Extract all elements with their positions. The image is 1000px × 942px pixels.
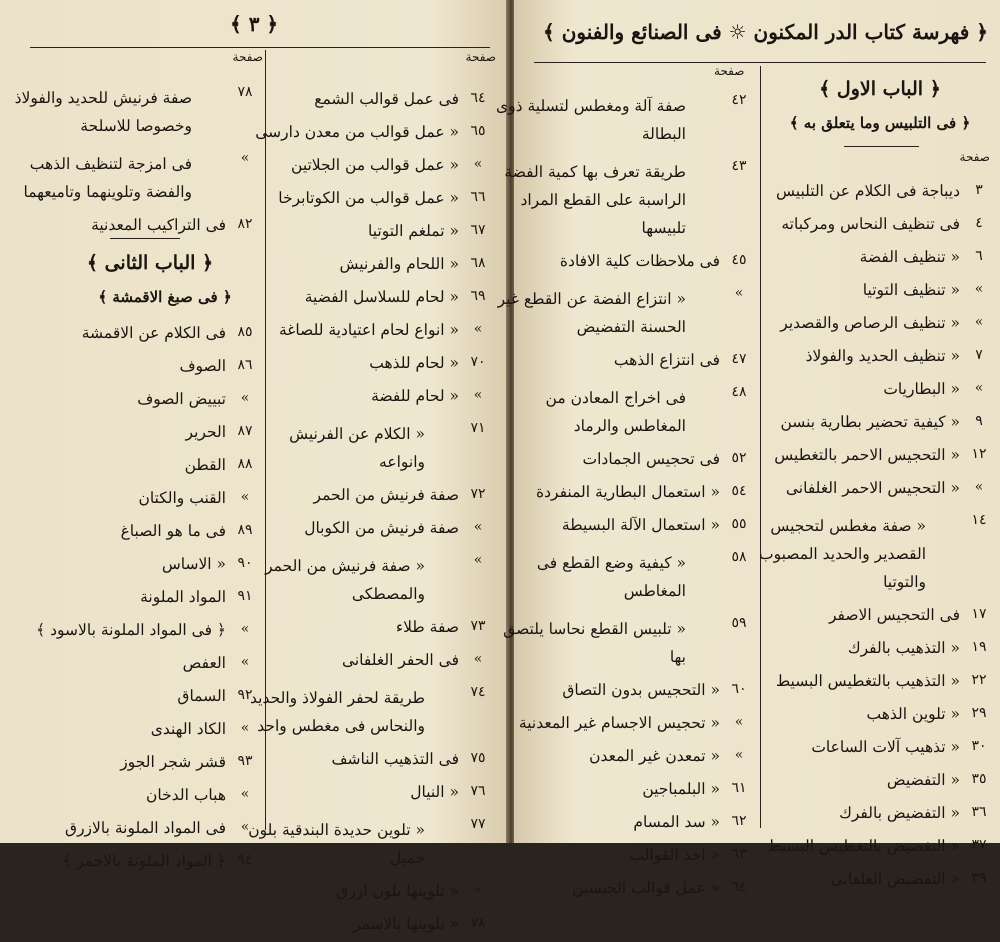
toc-page-number: ٦٤: [470, 90, 486, 106]
toc-entry: [524, 444, 754, 477]
chapter-one-title: ﴿ الباب الاول ﴾: [819, 78, 941, 100]
toc-page-number: ٦: [975, 248, 983, 264]
toc-page-number: ٤٨: [731, 384, 747, 400]
toc-entry-title: « عمل قوالب من الكوتابرخا: [278, 189, 459, 207]
toc-entry: [255, 117, 493, 150]
toc-column-outer-bottom: [20, 318, 260, 879]
toc-entry-title: فى الكلام عن الاقمشة: [81, 324, 226, 342]
toc-page-number: ٥٢: [731, 450, 747, 466]
toc-column-inner: [496, 86, 754, 906]
toc-entry: [524, 807, 754, 840]
toc-entry-title: الحرير: [185, 423, 226, 441]
toc-page-number: ٥٩: [731, 615, 747, 631]
toc-page-number: ٩٣: [237, 753, 253, 769]
toc-entry-title: « تنظيف الفضة: [859, 248, 960, 266]
toc-entry-title: « عمل قوالب من الجلاتين: [291, 156, 459, 174]
toc-entry-title: صفة فرنيش من الحمر: [313, 486, 459, 504]
toc-entry: [524, 675, 754, 708]
toc-page-number: ٣٦: [971, 804, 987, 820]
toc-page-number: »: [240, 390, 250, 406]
toc-entry: [20, 144, 260, 210]
index-title-header: ﴿ فهرسة كتاب الدر المكنون ☼ فى الصنائع والفنون ﴾: [543, 20, 988, 44]
toc-page-number: ٤: [975, 215, 983, 231]
toc-entry-title: فى التذهيب الناشف: [331, 750, 459, 768]
toc-page-number: ٩: [975, 413, 983, 429]
toc-entry: [20, 846, 260, 879]
toc-page-number: ٣٧: [971, 837, 987, 853]
toc-page-number: »: [473, 552, 483, 568]
toc-entry: [524, 840, 754, 873]
toc-entry-title: فى انتزاع الذهب: [613, 351, 720, 369]
toc-entry: [20, 615, 260, 648]
toc-entry-title: « لحام للذهب: [369, 354, 459, 372]
toc-entry-title: « الكلام عن الفرنيش وانواعه: [289, 425, 425, 471]
toc-entry-title: « التفضيض بالفرك: [839, 804, 960, 822]
chapter-separator: [110, 238, 180, 239]
toc-entry: [524, 477, 754, 510]
toc-entry: [275, 150, 493, 183]
toc-entry-title: « تلبيس القطع نحاسا يلتصق بها: [503, 620, 686, 666]
toc-page-number: ٦٩: [470, 288, 486, 304]
toc-page-number: »: [734, 714, 744, 730]
toc-entry-title: ﴿ فى المواد الملونة بالاسود ﴾: [36, 621, 226, 639]
toc-page-number: ٢٩: [971, 705, 987, 721]
toc-entry-title: « لحام للسلاسل الفضية: [304, 288, 459, 306]
toc-entry-title: العفص: [182, 654, 226, 672]
toc-page-number: ٦٣: [731, 846, 747, 862]
toc-page-number: ٩٤: [237, 852, 253, 868]
toc-entry: [275, 876, 493, 909]
toc-entry-title: « الاساس: [161, 555, 226, 573]
toc-page-number: ٩٢: [237, 687, 253, 703]
toc-page-number: ٤٢: [731, 92, 747, 108]
toc-entry: [20, 813, 260, 846]
toc-entry: [766, 242, 994, 275]
toc-entry: [766, 864, 994, 897]
toc-page-number: ٧٧: [470, 816, 486, 832]
toc-page-number: ٨٦: [237, 357, 253, 373]
toc-entry-title: الصوف: [179, 357, 226, 375]
toc-page-number: ٧: [975, 347, 983, 363]
toc-entry: [248, 810, 493, 876]
toc-entry: [20, 351, 260, 384]
toc-entry-title: « تنظيف الرصاص والقصدير: [780, 314, 960, 332]
toc-page-number: ٤٥: [731, 252, 747, 268]
toc-page-number: »: [240, 786, 250, 802]
page-number-header: ﴿ ٣ ﴾: [230, 12, 279, 36]
toc-entry-title: طريقة لحفر الفولاذ والحديد والنحاس فى مغطس واحد: [250, 689, 425, 735]
toc-page-number: ١٧: [971, 606, 987, 622]
toc-entry-title: صفة فرنيش من الكوبال: [304, 519, 459, 537]
toc-entry-title: فى التراكيب المعدنية: [91, 216, 226, 234]
chapter-two-subtitle: ﴿ فى صبغ الاقمشة ﴾: [98, 288, 232, 306]
toc-entry-title: السماق: [177, 687, 226, 705]
toc-entry-title: « التحجيس الاحمر الغلفانى: [785, 479, 960, 497]
toc-entry: [766, 440, 994, 473]
toc-page-number: ٤٧: [731, 351, 747, 367]
toc-entry-title: « تذهيب آلات الساعات: [811, 738, 960, 756]
toc-page-number: ٣: [975, 182, 983, 198]
toc-entry: [275, 909, 493, 942]
toc-entry-title: فى تنظيف النحاس ومركباته: [781, 215, 960, 233]
toc-entry: [275, 777, 493, 810]
toc-column-inner: [248, 84, 493, 942]
toc-entry-title: « استعمال البطارية المنفردة: [536, 483, 720, 501]
toc-entry: [20, 384, 260, 417]
toc-entry: [766, 765, 994, 798]
toc-page-number: »: [473, 387, 483, 403]
toc-page-number: »: [240, 819, 250, 835]
toc-entry-title: القطن: [184, 456, 226, 474]
toc-column-outer: [759, 176, 994, 897]
toc-entry: [496, 86, 754, 152]
toc-page-number: ٣٩: [971, 870, 987, 886]
toc-page-number: ٧٢: [470, 486, 486, 502]
toc-entry: [766, 732, 994, 765]
toc-page-number: ٥٤: [731, 483, 747, 499]
toc-page-number: ٨٢: [237, 216, 253, 232]
toc-entry: [250, 678, 493, 744]
toc-page-number: »: [240, 621, 250, 637]
toc-entry: [524, 246, 754, 279]
toc-page-number: ٩٠: [237, 555, 253, 571]
toc-entry-title: « التحجيس الاحمر بالتغطيس: [774, 446, 960, 464]
toc-column-outer-top: [14, 78, 260, 243]
toc-entry: [524, 543, 754, 609]
right-page: [496, 0, 1000, 897]
toc-entry: [275, 183, 493, 216]
toc-entry: [275, 744, 493, 777]
toc-entry-title: « التفضيض بالتغطيس البسيط: [767, 837, 960, 855]
toc-entry-title: « البطاريات: [883, 380, 960, 398]
toc-page-number: »: [240, 150, 250, 166]
toc-entry: [20, 318, 260, 351]
header-rule: [534, 62, 986, 63]
toc-entry-title: « تنظيف الحديد والفولاذ: [805, 347, 960, 365]
toc-page-number: ٧١: [470, 420, 486, 436]
toc-entry-title: فى التحجيس الاصفر: [828, 606, 960, 624]
toc-entry-title: « كيفية تحضير بطارية بنسن: [780, 413, 960, 431]
toc-entry-title: ديباجة فى الكلام عن التلبيس: [776, 182, 960, 200]
toc-page-number: ٧٨: [470, 915, 486, 931]
toc-page-number: »: [473, 321, 483, 337]
toc-page-number: »: [240, 654, 250, 670]
toc-entry: [766, 831, 994, 864]
toc-page-number: ٢٢: [971, 672, 987, 688]
toc-entry: [14, 78, 260, 144]
toc-entry-title: « اللحام والفرنيش: [339, 255, 459, 273]
toc-entry-title: « تمعدن غير المعدن: [589, 747, 720, 765]
toc-page-number: ٥٥: [731, 516, 747, 532]
toc-entry: [275, 282, 493, 315]
toc-page-number: »: [473, 882, 483, 898]
toc-entry: [275, 348, 493, 381]
toc-page-number: ٤٣: [731, 158, 747, 174]
toc-page-number: ٣٥: [971, 771, 987, 787]
toc-entry-title: « النيال: [410, 783, 459, 801]
toc-page-number: ١٢: [971, 446, 987, 462]
toc-page-number: »: [734, 747, 744, 763]
toc-entry: [20, 648, 260, 681]
toc-page-number: ٦٦: [470, 189, 486, 205]
toc-page-number: ٦٧: [470, 222, 486, 238]
toc-entry-title: « صفة فرنيش من الحمر والمصطكى: [265, 557, 425, 603]
chapter-one-subtitle: ﴿ فى التلبيس وما يتعلق به ﴾: [789, 114, 971, 132]
toc-entry-title: « عمل قوالب من معدن دارسى: [255, 123, 459, 141]
toc-entry: [20, 780, 260, 813]
toc-entry: [20, 483, 260, 516]
toc-entry: [524, 774, 754, 807]
toc-entry: [20, 714, 260, 747]
toc-page-number: »: [974, 281, 984, 297]
toc-page-number: ٦٠: [731, 681, 747, 697]
toc-entry: [518, 708, 754, 741]
toc-entry: [275, 216, 493, 249]
toc-entry-title: « التحجيس بدون التصاق: [562, 681, 720, 699]
toc-entry: [766, 473, 994, 506]
toc-page-number: ٦٥: [470, 123, 486, 139]
toc-page-number: ٧٠: [470, 354, 486, 370]
toc-entry: [766, 798, 994, 831]
toc-page-number: »: [473, 156, 483, 172]
toc-page-number: »: [734, 285, 744, 301]
toc-entry: [275, 513, 493, 546]
toc-entry: [504, 152, 754, 246]
header-rule: [30, 47, 490, 48]
toc-page-number: »: [974, 479, 984, 495]
toc-entry-title: « استعمال الآلة البسيطة: [561, 516, 720, 534]
toc-entry-title: فى امزجة لتنظيف الذهب والفضة وتلوينهما وتاميعهما: [23, 155, 192, 201]
toc-entry-title: « تلوين الذهب: [866, 705, 960, 723]
toc-entry: [265, 546, 493, 612]
toc-page-number: ٨٨: [237, 456, 253, 472]
toc-entry-title: « اخذ القوالب: [629, 846, 720, 864]
toc-entry: [20, 681, 260, 714]
toc-entry: [524, 510, 754, 543]
toc-page-number: ٦٤: [731, 879, 747, 895]
toc-entry-title: فى ما هو الصباغ: [120, 522, 226, 540]
toc-entry: [524, 741, 754, 774]
toc-page-number: ٨٩: [237, 522, 253, 538]
toc-page-number: ٥٨: [731, 549, 747, 565]
toc-entry-title: « انواع لحام اعتيادية للصاغة: [278, 321, 459, 339]
toc-entry-title: المواد الملونة: [140, 588, 226, 606]
toc-entry-title: « تحجيس الاجسام غير المعدنية: [518, 714, 720, 732]
toc-entry-title: « تنظيف التوتيا: [862, 281, 960, 299]
sahifa-label-inner: صفحة: [714, 64, 745, 78]
toc-page-number: ٦١: [731, 780, 747, 796]
toc-page-number: »: [974, 314, 984, 330]
toc-page-number: ٩١: [237, 588, 253, 604]
toc-page-number: ٨٥: [237, 324, 253, 340]
toc-page-number: ٦٢: [731, 813, 747, 829]
toc-page-number: »: [974, 380, 984, 396]
toc-page-number: »: [473, 519, 483, 535]
toc-page-number: ١٩: [971, 639, 987, 655]
sahifa-label-inner: صفحة: [465, 50, 496, 64]
toc-entry-title: فى الحفر الغلفانى: [341, 651, 459, 669]
toc-entry: [766, 407, 994, 440]
toc-entry: [524, 873, 754, 906]
toc-page-number: ٧٣: [470, 618, 486, 634]
toc-entry-title: « تلوينها بلون ازرق: [336, 882, 459, 900]
toc-entry-title: فى ملاحظات كلية الافادة: [559, 252, 720, 270]
toc-entry: [20, 549, 260, 582]
toc-entry: [766, 666, 994, 699]
toc-entry-title: القنب والكتان: [138, 489, 226, 507]
toc-entry: [20, 516, 260, 549]
toc-entry: [766, 699, 994, 732]
toc-entry-title: « سد المسام: [633, 813, 720, 831]
toc-entry: [766, 209, 994, 242]
toc-entry: [20, 582, 260, 615]
chapter-separator: [844, 146, 919, 147]
toc-entry-title: « البلمباجين: [642, 780, 720, 798]
toc-page-number: »: [240, 489, 250, 505]
toc-page-number: ٨٧: [237, 423, 253, 439]
toc-entry: [275, 249, 493, 282]
chapter-two-title: ﴿ الباب الثانى ﴾: [86, 252, 214, 274]
toc-entry-title: « التفضيض الغلفانى: [830, 870, 960, 888]
toc-entry: [20, 747, 260, 780]
toc-entry-title: « تلوينها بالاسمر: [352, 915, 459, 933]
toc-entry-title: « التفضيض: [886, 771, 960, 789]
toc-entry: [524, 345, 754, 378]
toc-entry-title: صفة آلة ومغطس لتسلية ذوى البطالة: [496, 97, 686, 143]
toc-entry-title: صفة فرنيش للحديد والفولاذ وخصوصا للاسلحة: [14, 89, 192, 135]
column-divider: [760, 66, 761, 828]
toc-entry-title: « لحام للفضة: [371, 387, 459, 405]
toc-entry-title: ﴿ المواد الملونة بالاحمر ﴾: [62, 852, 226, 870]
toc-entry: [766, 341, 994, 374]
sahifa-label-outer: صفحة: [959, 150, 990, 164]
toc-entry-title: فى عمل قوالب الشمع: [314, 90, 459, 108]
toc-entry-title: فى تحجيس الجمادات: [582, 450, 720, 468]
toc-entry-title: صفة طلاء: [395, 618, 459, 636]
toc-entry-title: « صفة مغطس لتحجيس القصدير والحديد المصبوب والتوتيا: [759, 517, 926, 591]
toc-entry-title: قشر شجر الجوز: [120, 753, 226, 771]
sahifa-label-outer: صفحة: [232, 50, 263, 64]
toc-page-number: ٧٥: [470, 750, 486, 766]
toc-entry-title: الكاد الهندى: [150, 720, 226, 738]
toc-entry: [275, 84, 493, 117]
toc-entry-title: فى المواد الملونة بالازرق: [65, 819, 226, 837]
toc-entry-title: تبييض الصوف: [137, 390, 226, 408]
toc-entry: [766, 308, 994, 341]
toc-page-number: »: [240, 720, 250, 736]
toc-entry: [766, 176, 994, 209]
toc-page-number: ١٤: [971, 512, 987, 528]
toc-entry: [766, 275, 994, 308]
toc-entry-title: طريقة تعرف بها كمية الفضة الراسبة على القطع المراد تلبيسها: [504, 163, 686, 237]
toc-page-number: ٦٨: [470, 255, 486, 271]
toc-entry: [503, 609, 754, 675]
toc-entry: [766, 374, 994, 407]
toc-entry: [20, 450, 260, 483]
toc-entry-title: فى اخراج المعادن من المغاطس والرماد: [545, 389, 686, 435]
toc-entry-title: « تملغم التوتيا: [368, 222, 459, 240]
toc-entry-title: « التذهيب بالتغطيس البسيط: [775, 672, 960, 690]
toc-entry: [20, 417, 260, 450]
toc-entry-title: هباب الدخان: [146, 786, 226, 804]
toc-page-number: ٧٦: [470, 783, 486, 799]
toc-entry-title: « التذهيب بالفرك: [847, 639, 960, 657]
toc-entry: [275, 315, 493, 348]
toc-entry: [766, 633, 994, 666]
toc-entry: [275, 645, 493, 678]
toc-entry-title: « كيفية وضع القطع فى المغاطس: [536, 554, 686, 600]
toc-entry: [275, 480, 493, 513]
toc-entry-title: « انتزاع الفضة عن القطع غير الحسنة التفضيض: [497, 290, 686, 336]
toc-entry: [275, 381, 493, 414]
toc-entry: [766, 600, 994, 633]
toc-entry: [759, 506, 994, 600]
toc-page-number: ٣٠: [971, 738, 987, 754]
toc-entry: [497, 279, 754, 345]
toc-entry: [524, 378, 754, 444]
toc-page-number: »: [473, 651, 483, 667]
toc-page-number: ٧٨: [237, 84, 253, 100]
toc-entry-title: « تلوين حديدة البندقية بلون جميل: [248, 821, 425, 867]
toc-entry: [275, 414, 493, 480]
toc-entry: [275, 612, 493, 645]
toc-page-number: ٧٤: [470, 684, 486, 700]
toc-entry-title: « عمل قوالب الجبسين: [572, 879, 720, 897]
